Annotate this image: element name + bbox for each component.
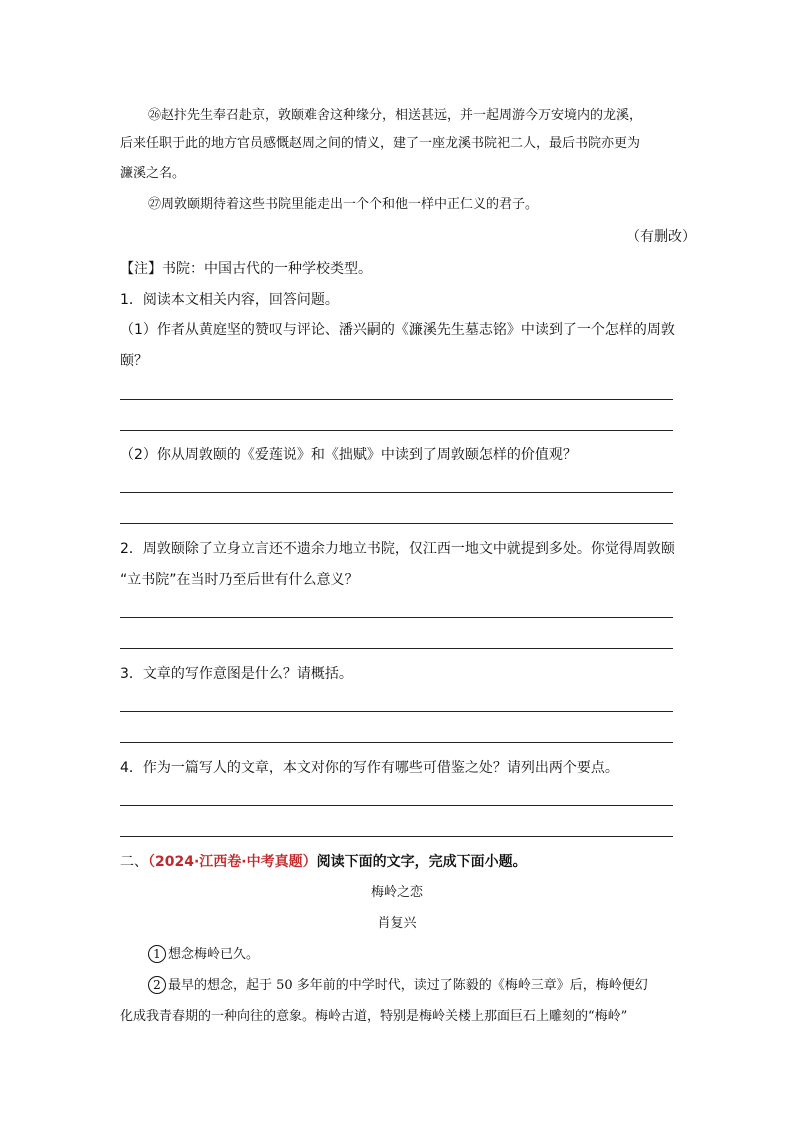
article-title: 梅岭之恋	[370, 885, 423, 900]
question-1-1-line-2: 颐？	[120, 353, 148, 369]
section-2-source: （2024·江西卷·中考真题）	[148, 854, 317, 870]
answer-line[interactable]	[120, 805, 673, 806]
source-note: （有删改）	[626, 229, 696, 245]
article-paragraph-2-text: 最早的想念，起于 50 多年前的中学时代，读过了陈毅的《梅岭三章》后，梅岭便幻	[168, 978, 648, 993]
footnote: 【注】书院：中国古代的一种学校类型。	[120, 261, 372, 277]
article-paragraph-1	[148, 940, 703, 970]
paragraph-26-line-1: ㉖赵抃先生奉召赴京，敦颐难舍这种缘分，相送甚远，并一起周游今万安境内的龙溪，	[148, 108, 643, 123]
question-2-line-2: “立书院”在当时乃至后世有什么意义？	[120, 572, 359, 588]
question-4: 4．作为一篇写人的文章，本文对你的写作有哪些可借鉴之处？请列出两个要点。	[120, 760, 619, 776]
paragraph-number-badge: 2	[148, 976, 166, 994]
question-1: 1．阅读本文相关内容，回答问题。	[120, 292, 339, 308]
answer-line[interactable]	[120, 430, 673, 431]
section-2-prefix: 二、	[120, 854, 148, 870]
answer-line[interactable]	[120, 711, 673, 712]
answer-line[interactable]	[120, 836, 673, 837]
paragraph-number-badge: 1	[148, 945, 166, 963]
paragraph-26-line-3: 濂溪之名。	[120, 166, 186, 181]
article-paragraph-1-text: 想念梅岭已久。	[168, 947, 260, 962]
paragraph-27: ㉗周敦颐期待着这些书院里能走出一个个和他一样中正仁义的君子。	[148, 197, 539, 212]
answer-line[interactable]	[120, 648, 673, 649]
question-3: 3．文章的写作意图是什么？请概括。	[120, 666, 353, 682]
answer-line[interactable]	[120, 492, 673, 493]
question-1-2: （2）你从周敦颐的《爱莲说》和《拙赋》中读到了周敦颐怎样的价值观？	[120, 447, 577, 463]
answer-line[interactable]	[120, 742, 673, 743]
article-paragraph-2-line-1	[148, 971, 703, 1001]
question-1-1-line-1: （1）作者从黄庭坚的赞叹与评论、潘兴嗣的《濂溪先生墓志铭》中读到了一个怎样的周敦	[120, 322, 675, 338]
answer-line[interactable]	[120, 617, 673, 618]
question-2-line-1: 2．周敦颐除了立身立言还不遗余力地立书院，仅江西一地文中就提到多处。你觉得周敦颐	[120, 541, 675, 557]
section-2-instruction: 阅读下面的文字，完成下面小题。	[316, 854, 527, 870]
paragraph-26-line-2: 后来任职于此的地方官员感慨赵周之间的情义，建了一座龙溪书院祀二人，最后书院亦更为	[120, 136, 641, 151]
answer-line[interactable]	[120, 523, 673, 524]
article-paragraph-2-line-2: 化成我青春期的一种向往的意象。梅岭古道，特别是梅岭关楼上那面巨石上雕刻的“梅岭”	[120, 1009, 628, 1024]
answer-line[interactable]	[120, 399, 673, 400]
article-author: 肖复兴	[377, 916, 417, 931]
section-2-heading	[120, 847, 675, 877]
